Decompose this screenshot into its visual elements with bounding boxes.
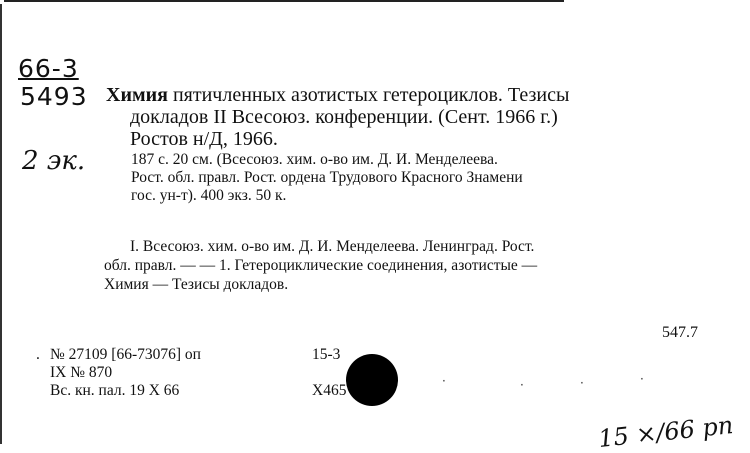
accession-row-3: Вс. кн. пал. 19 X 66 bbox=[50, 382, 180, 399]
accession-row-1-code: 15-3 bbox=[312, 346, 341, 363]
description-line-3: гос. ун-т). 400 экз. 50 к. bbox=[131, 187, 287, 204]
bibliographic-title bbox=[106, 84, 706, 150]
title-line-1: пятичленных азотистых гетероциклов. Тезисы bbox=[167, 84, 570, 106]
accession-row-1: № 27109 [66-73076] оп bbox=[50, 346, 201, 363]
title-line-3: Ростов н/Д, 1966. bbox=[130, 128, 278, 150]
handwritten-bottom-note: 15 ×/66 рп bbox=[596, 411, 735, 453]
title-line-2: докладов II Всесоюз. конференции. (Сент. 1966 г.) bbox=[130, 106, 558, 128]
bullet-mark: . bbox=[36, 346, 40, 363]
subject-tracing bbox=[104, 237, 708, 294]
physical-description bbox=[131, 151, 706, 205]
accession-block bbox=[36, 346, 347, 400]
speck-mark: · bbox=[640, 372, 644, 386]
title-lead-word: Химия bbox=[106, 84, 168, 106]
handwritten-call-number-top: 66-3 bbox=[18, 54, 79, 83]
classification-number: 547.7 bbox=[662, 324, 698, 341]
speck-mark: · bbox=[442, 374, 446, 388]
accession-row-3-code: Х465 bbox=[312, 382, 347, 399]
punch-hole bbox=[346, 354, 398, 406]
tracing-line-3: Химия — Тезисы докладов. bbox=[104, 276, 289, 293]
accession-row-2: IX № 870 bbox=[50, 364, 113, 381]
card-top-border bbox=[4, 0, 564, 2]
speck-mark: · bbox=[520, 378, 524, 392]
description-line-2: Рост. обл. правл. Рост. ордена Трудового Красного Знамени bbox=[131, 169, 523, 186]
card-left-border bbox=[0, 4, 2, 444]
handwritten-call-number-bottom: 5493 bbox=[20, 82, 88, 111]
tracing-line-1: I. Всесоюз. хим. о-во им. Д. И. Менделеева. Ленинград. Рост. bbox=[130, 238, 535, 255]
speck-mark: · bbox=[580, 376, 584, 390]
handwritten-copies-note: 2 эк. bbox=[22, 146, 86, 176]
tracing-line-2: обл. правл. — — 1. Гетероциклические соединения, азотистые — bbox=[104, 257, 538, 274]
description-line-1: 187 с. 20 см. (Всесоюз. хим. о-во им. Д. И. Менделеева. bbox=[131, 151, 498, 168]
